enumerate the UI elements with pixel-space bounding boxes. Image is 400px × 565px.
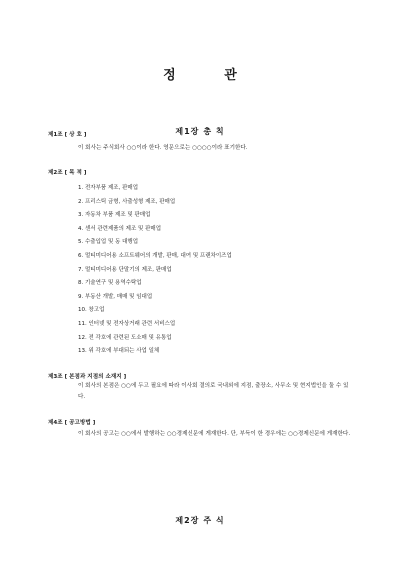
purpose-list <box>78 182 232 359</box>
list-item: 6. 멀티미디어용 소프트웨어의 개발, 판매, 대여 및 프랜차이즈업 <box>78 252 232 259</box>
chapter-2-heading <box>0 515 400 526</box>
chapter-1-number: 제1장 <box>175 127 200 136</box>
list-item: 12. 전 각호에 관련된 도소매 및 유통업 <box>78 334 172 341</box>
article-3-body: 이 회사의 본점은 ○○에 두고 필요에 따라 이사회 결의로 국내외에 지점, 출장소, 사무소 및 현지법인을 둘 수 있다. <box>78 383 349 400</box>
document-title: 정 관 <box>163 68 259 83</box>
list-item: 7. 멀티미디어용 단말기의 제조, 판매업 <box>78 266 172 273</box>
article-1-heading: 제1조 [ 상 호 ] <box>48 132 87 138</box>
list-item: 5. 수출입업 및 동 대행업 <box>78 239 139 246</box>
list-item: 11. 인터넷 및 전자상거래 관련 서비스업 <box>78 320 176 327</box>
article-4-heading: 제4조 [ 공고방법 ] <box>48 420 96 426</box>
article-4-body: 이 회사의 공고는 ○○에서 발행하는 ○○경제신문에 게재한다. 단, 부득이 한 경우에는 ○○경제신문에 게재한다. <box>78 431 351 437</box>
list-item: 2. 프리스틱 금형, 사출성형 제조, 판매업 <box>78 198 176 205</box>
chapter-1-name: 총 칙 <box>203 127 225 136</box>
list-item: 4. 센서 관련제품의 제조 및 판매업 <box>78 225 162 232</box>
list-item: 9. 부동산 개발, 매매 및 임대업 <box>78 293 153 300</box>
article-3-heading: 제3조 [ 본점과 지점의 소재지 ] <box>48 374 127 380</box>
chapter-2-name: 주 식 <box>203 516 225 525</box>
list-item: 1. 전자부품 제조, 판매업 <box>78 185 139 191</box>
chapter-2-number: 제2장 <box>175 516 200 525</box>
list-item: 13. 위 각호에 부대되는 사업 일체 <box>78 348 160 355</box>
list-item: 10. 창고업 <box>78 307 105 314</box>
list-item: 8. 기술연구 및 용역수탁업 <box>78 280 142 287</box>
article-1-body: 이 회사는 주식회사 ○○이라 한다. 영문으로는 ○○○○이라 표기한다. <box>78 145 248 151</box>
article-2-heading: 제2조 [ 목 적 ] <box>48 170 87 176</box>
list-item: 3. 자동차 부품 제조 및 판매업 <box>78 212 151 219</box>
